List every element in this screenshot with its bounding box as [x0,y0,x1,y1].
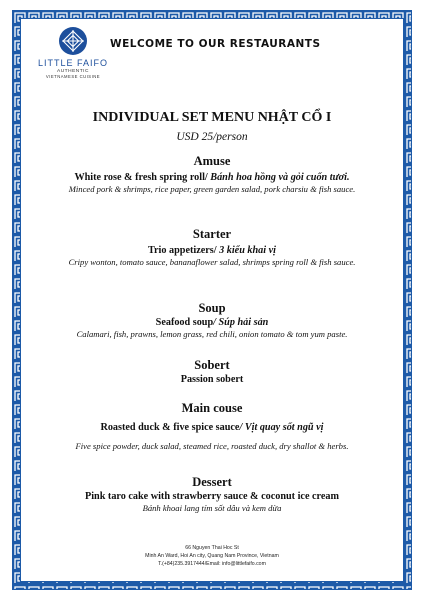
dish-description: Minced pork & shrimps, rice paper, green garden salad, pork charsiu & fish sauce. [68,184,356,194]
dish-name-vn: Bánh hoa hồng và gỏi cuốn tươi. [207,172,350,183]
course-heading: Main couse [181,401,243,415]
course-main [22,401,402,452]
menu-title: INDIVIDUAL SET MENU NHẬT CỔ I [92,110,332,125]
dish-name-vn: / Súp hải sản [213,317,269,328]
lattice-logo-icon [58,26,88,56]
footer-address: 66 Nguyen Thai Hoc St [185,545,239,551]
dish-name [22,317,402,328]
footer-contact: T.(+84)235.3917444/Email: info@littlefaifo.com [158,561,266,567]
dish-description: Five spice powder, duck salad, steamed rice, roasted duck, dry shallot & herbs. [75,441,349,451]
course-amuse [22,154,402,195]
dish-name [22,245,402,256]
dish-name-vn: / Vịt quay sốt ngũ vị [239,422,324,433]
dish-name [22,374,402,385]
dish-name-vn: 3 kiểu khai vị [216,245,276,256]
dish-name-en: White rose & fresh spring roll/ [74,172,208,183]
dish-description: Bánh khoai lang tím sốt dâu và kem dừa [142,503,282,513]
dish-description: Cripy wonton, tomato sauce, bananaflower salad, shrimps spring roll & fish sauce. [68,257,356,267]
course-sobert [22,358,402,385]
welcome-heading: WELCOME TO OUR RESTAURANTS [110,38,321,50]
dish-name-en: Trio appetizers/ [148,245,217,256]
brand-tagline-sub: VIETNAMESE CUISINE [45,74,101,79]
course-dessert [22,475,402,514]
course-heading: Soup [198,301,226,315]
restaurant-logo [32,26,114,79]
course-heading: Starter [192,227,232,241]
course-heading: Amuse [193,154,231,168]
course-soup [22,301,402,340]
brand-name: LITTLE FAIFO [37,58,108,68]
course-heading: Dessert [192,475,232,489]
dish-name [22,422,402,433]
course-heading: Sobert [194,358,230,372]
dish-name-en: Seafood soup [155,317,214,328]
dish-name-en: Pink taro cake with strawberry sauce & coconut ice cream [85,491,339,502]
dish-name [22,172,402,183]
dish-description: Calamari, fish, prawns, lemon grass, red chili, onion tomato & tom yum paste. [76,329,348,339]
footer-city: Minh An Ward, Hoi An city, Quang Nam Province, Vietnam [145,553,279,559]
course-starter [22,227,402,268]
dish-name-en: Passion sobert [180,374,244,385]
brand-tagline: AUTHENTIC [57,69,89,74]
contact-footer [22,544,402,568]
menu-price: USD 25/person [176,131,248,143]
menu-page [22,20,402,580]
dish-name [22,491,402,502]
dish-name-en: Roasted duck & five spice sauce [100,422,240,433]
